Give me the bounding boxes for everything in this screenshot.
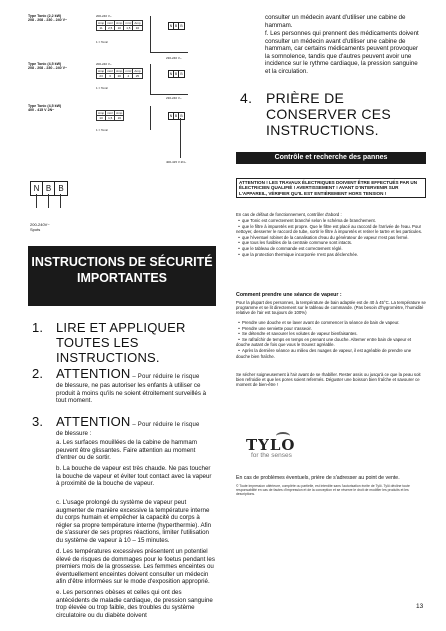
warning-box: ATTENTION ! LES TRAVAUX ÉLECTRIQUES DOIVENT ÊTRE EFFECTUÉS PAR UN ÉLECTRICIEN QUALIFIÉ ! AVERTISSEMENT ! AVANT D'INTERVENIR SUR L'APPAREIL, VÉRIFIER QU'IL EST ENTIÈREMENT HORS TENSION ! — [236, 178, 426, 198]
wiring-table-top: 200-240 V~ — [96, 62, 112, 66]
item-head: ATTENTION — [56, 366, 131, 381]
list-item: • que la protection thermique incorporée n'est pas déclenchée. — [236, 252, 426, 258]
wiring-title: Type Tonic (4,5 kW) — [28, 104, 62, 108]
logo-tagline: for the senses — [251, 452, 292, 459]
wiring-terminal: N B B — [168, 70, 185, 78]
wire — [150, 94, 188, 95]
right-item-f: f. Les personnes qui prennent des médicaments doivent consulter un médecin avant d'utiliser une cabine de hammam, car certains médicaments peuvent provoquer la somnolence, tandis que d'autres peuvent avoir une incidence sur le rythme cardiaque, la pression sanguine et la circulation. — [265, 30, 419, 75]
wiring-title: Type Tonic (4,5 kW) — [28, 62, 62, 66]
wiring-terminal: N B B — [168, 22, 185, 30]
wiring-tonic-label: 1 = Tonic — [96, 86, 109, 90]
section-header: Contrôle et recherche des pannes — [236, 152, 426, 164]
seance-heading: Comment prendre une séance de vapeur : — [236, 292, 342, 298]
safety-banner: INSTRUCTIONS DE SÉCURITÉ IMPORTANTES — [28, 246, 216, 306]
right-cont-text: consulter un médecin avant d'utiliser une cabine de hammam. — [265, 14, 406, 29]
seance-end: Se sécher soigneusement à l'air avant de se rhabiller. Rester assis ou jusqu'à ce que la peau soit bien refroidie et que les pores soient refermés. Déguster une boisson bien fraîche et savourer ce moment de bien-être ! — [236, 372, 421, 388]
wiring-title: Type Tonic (2,2 kW) — [28, 14, 62, 18]
wire — [60, 194, 61, 208]
list-item: • que tous les fusibles de la centrale commune sont intacts. — [236, 240, 426, 246]
list-item: • que le tableau de commande est correctement réglé. — [236, 246, 426, 252]
wiring-voltages: 208 - 208 - 230 - 240 V~ — [28, 18, 68, 23]
wire — [150, 52, 188, 53]
item-3b: b. La bouche de vapeur est très chaude. Ne pas toucher la bouche de vapeur et éviter tout contact avec la vapeur à proximité de la bouche de vapeur. — [56, 465, 212, 488]
wiring-table: Amp mm² Amp 10 1,5 16 — [98, 111, 123, 120]
item-3-body: de blessure : — [56, 430, 92, 437]
fault-intro: En cas de défaut de fonctionnement, contrôler d'abord : — [236, 212, 342, 217]
contact-text: En cas de problèmes éventuels, prière de s'adresser au point de vente. — [236, 475, 400, 481]
page-number: 13 — [416, 603, 424, 610]
list-item: • que le filtre à impuretés est propre. Que le filtre est placé au raccord de l'arrivée de l'eau. Pour nettoyer, desserrer le raccord de tube, sortir le filtre à impuretés et retirer le tartre et les particules. — [236, 224, 426, 235]
wiring-term-label: 230-240 V~ — [166, 96, 182, 100]
wire — [150, 16, 151, 52]
wiring-term-label: 400-415 V 2N~ — [166, 160, 187, 164]
wiring-voltages: 208 - 208 - 230 - 240 V~ — [28, 66, 68, 71]
wiring-terminal: N B B — [168, 112, 185, 120]
list-item: • que l'éventuel robinet de la canalisation d'eau du générateur de vapeur n'est pas fermé. — [236, 235, 426, 241]
seance-intro: Pour la plupart des personnes, la température de bain adaptée est de 40 à 45°C. La température se programme et se lit directement sur le tableau de commande. (Pas besoin d'hygromètre, l'humidité relative de l'air est toujours de 100%) — [236, 300, 426, 316]
wiring-term-label: 230-240 V~ — [166, 56, 182, 60]
item-2-body: de blessure, ne pas autoriser les enfants à utiliser ce produit à moins qu'ils ne soient étroitement surveillés à tout moment. — [56, 382, 207, 405]
list-item: • Prendre une douche et se laver avant de commencer la séance de bain de vapeur. — [236, 320, 426, 326]
footnote: © Toute impression ultérieure, complète ou partielle, est interdite sans l'autorisation écrite de Tylö. Tylö décline toute responsabilité en cas de fautes d'impression et de la conception et se réserve le droit de modifier les produits et les descriptions. — [236, 484, 410, 497]
wiring-diagram-3 — [28, 104, 228, 164]
list-item: • Prendre une serviette pour s'asseoir. — [236, 326, 426, 332]
list-item: • que Tonic est correctement branché selon le schéma de branchement. — [236, 218, 426, 224]
item-3c: c. L'usage prolongé du système de vapeur peut augmenter de manière excessive la température interne du corps humain et empêcher la capacité du corps à régler sa propre température interne (hyperthermie). Afin de s'assurer de ses propres réactions, limiter l'utilisation du système de vapeur à 10 – 15 minutes. — [56, 499, 212, 544]
item-text: LIRE ET APPLIQUER TOUTES LES INSTRUCTIONS. — [56, 320, 186, 365]
list-item: • Se rafraîchir de temps en temps en prenant une douche. Alterner entre bain de vapeur et douche autant de fois que vous le trouvez agréable. — [236, 337, 426, 348]
instruction-item-4 — [240, 90, 425, 138]
item-text: PRIÈRE DE CONSERVER CES INSTRUCTIONS. — [266, 90, 392, 138]
wire — [150, 64, 151, 94]
item-3a: a. Les surfaces mouillées de la cabine de hammam peuvent être glissantes. Faire attention au moment d'entrer ou de sortir. — [56, 439, 198, 462]
seance-list — [236, 320, 426, 359]
wire — [36, 194, 37, 208]
item-head: ATTENTION — [56, 414, 131, 429]
wire — [48, 194, 49, 208]
wiring-diagram-1 — [28, 14, 228, 60]
fault-list — [236, 218, 426, 257]
item-number: 4. — [240, 90, 253, 106]
instruction-item-1 — [32, 320, 222, 365]
item-number: 1. — [32, 320, 44, 335]
logo-word: TYLO — [246, 436, 296, 454]
item-head-small: – Pour réduire le risque — [130, 374, 200, 380]
item-3e: e. Les personnes obèses et celles qui ont des antécédents de maladie cardiaque, de pression sanguine trop élevée ou trop faible, des troubles du système circulatoire ou du diabète doivent — [56, 589, 213, 619]
wiring-table: Amp mm² Amp mm² Amp 11 2,5 10 1,5 16 — [98, 21, 141, 30]
item-number: 3. — [32, 414, 44, 429]
supply-label: 200-240V~ Spots — [30, 222, 50, 232]
item-3d: d. Les températures excessives présentent un potentiel élevé de risques de dommages pour le foetus pendant les premiers mois de la grossesse. Les femmes enceintes ou éventuellement enceintes doivent consulter un médecin afin d'être informées sur le mode d'exposition approprié. — [56, 548, 215, 586]
wiring-voltages: 400 - 415 V 2N~ — [28, 108, 55, 113]
wiring-diagram-2 — [28, 62, 228, 102]
wire — [180, 118, 181, 158]
wiring-table-top: 200-240 V~ — [96, 14, 112, 18]
wire — [150, 106, 151, 130]
list-item: • Se détendre et savourer les volutes de vapeur bienfaisantes. — [236, 331, 426, 337]
terminal-block: N B B — [30, 181, 68, 196]
item-number: 2. — [32, 366, 44, 381]
item-head-small: – Pour réduire le risque — [130, 422, 200, 428]
wiring-tonic-label: 1 = Tonic — [96, 128, 109, 132]
wiring-tonic-label: 1 = Tonic — [96, 40, 109, 44]
wiring-table: Amp mm² Amp mm² Amp 23 6 20 4 25 — [98, 69, 141, 78]
list-item: • Après la dernière séance au milieu des nuages de vapeur, il est agréable de prendre une douche bien fraîche. — [236, 348, 426, 359]
